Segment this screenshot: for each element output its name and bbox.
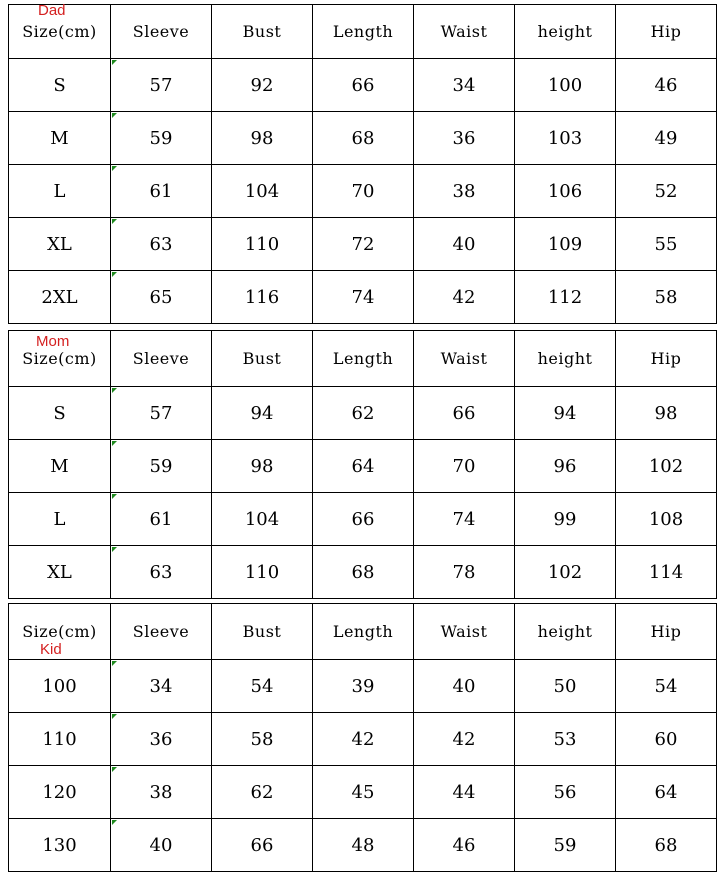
measurement-cell: 102 bbox=[515, 546, 616, 599]
size-label-cell: XL bbox=[9, 218, 111, 271]
measurement-cell: 60 bbox=[616, 713, 717, 766]
dad-title: Dad bbox=[38, 2, 66, 19]
header-cell: height bbox=[515, 604, 616, 660]
measurement-cell: 57 bbox=[111, 387, 212, 440]
measurement-cell: 52 bbox=[616, 165, 717, 218]
header-cell: Sleeve bbox=[111, 604, 212, 660]
header-cell: Size(cm) bbox=[9, 331, 111, 387]
measurement-cell: 62 bbox=[212, 766, 313, 819]
measurement-cell: 92 bbox=[212, 59, 313, 112]
measurement-cell: 74 bbox=[313, 271, 414, 324]
measurement-cell: 110 bbox=[212, 218, 313, 271]
measurement-cell: 34 bbox=[111, 660, 212, 713]
measurement-cell: 38 bbox=[414, 165, 515, 218]
measurement-cell: 59 bbox=[515, 819, 616, 872]
size-label-cell: 130 bbox=[9, 819, 111, 872]
header-cell: Hip bbox=[616, 5, 717, 59]
measurement-cell: 66 bbox=[212, 819, 313, 872]
measurement-cell: 63 bbox=[111, 546, 212, 599]
measurement-cell: 68 bbox=[616, 819, 717, 872]
measurement-cell: 64 bbox=[313, 440, 414, 493]
measurement-cell: 70 bbox=[313, 165, 414, 218]
header-cell: Sleeve bbox=[111, 5, 212, 59]
header-cell: Length bbox=[313, 604, 414, 660]
table-header-row bbox=[9, 5, 717, 59]
measurement-cell: 108 bbox=[616, 493, 717, 546]
measurement-cell: 94 bbox=[515, 387, 616, 440]
measurement-cell: 74 bbox=[414, 493, 515, 546]
measurement-cell: 78 bbox=[414, 546, 515, 599]
header-cell: height bbox=[515, 331, 616, 387]
measurement-cell: 104 bbox=[212, 165, 313, 218]
measurement-cell: 42 bbox=[414, 713, 515, 766]
header-cell: Bust bbox=[212, 604, 313, 660]
measurement-cell: 98 bbox=[212, 112, 313, 165]
measurement-cell: 59 bbox=[111, 440, 212, 493]
measurement-cell: 109 bbox=[515, 218, 616, 271]
measurement-cell: 42 bbox=[313, 713, 414, 766]
measurement-cell: 102 bbox=[616, 440, 717, 493]
size-label-cell: 120 bbox=[9, 766, 111, 819]
measurement-cell: 70 bbox=[414, 440, 515, 493]
measurement-cell: 72 bbox=[313, 218, 414, 271]
measurement-cell: 114 bbox=[616, 546, 717, 599]
measurement-cell: 66 bbox=[313, 59, 414, 112]
measurement-cell: 46 bbox=[414, 819, 515, 872]
measurement-cell: 45 bbox=[313, 766, 414, 819]
kid-title: Kid bbox=[40, 641, 62, 658]
table-row bbox=[9, 766, 717, 819]
header-cell: Hip bbox=[616, 331, 717, 387]
measurement-cell: 58 bbox=[212, 713, 313, 766]
measurement-cell: 96 bbox=[515, 440, 616, 493]
measurement-cell: 99 bbox=[515, 493, 616, 546]
header-cell: Bust bbox=[212, 331, 313, 387]
measurement-cell: 40 bbox=[414, 218, 515, 271]
table-row bbox=[9, 271, 717, 324]
header-cell: Size(cm) bbox=[9, 5, 111, 59]
table-row bbox=[9, 440, 717, 493]
table-row bbox=[9, 493, 717, 546]
table-row bbox=[9, 165, 717, 218]
size-label-cell: M bbox=[9, 440, 111, 493]
measurement-cell: 40 bbox=[111, 819, 212, 872]
measurement-cell: 44 bbox=[414, 766, 515, 819]
dad-size-table bbox=[8, 4, 717, 324]
header-cell: Length bbox=[313, 331, 414, 387]
kid-size-table bbox=[8, 603, 717, 872]
measurement-cell: 66 bbox=[313, 493, 414, 546]
size-label-cell: 100 bbox=[9, 660, 111, 713]
measurement-cell: 61 bbox=[111, 493, 212, 546]
header-cell: height bbox=[515, 5, 616, 59]
measurement-cell: 98 bbox=[212, 440, 313, 493]
kid-size-block bbox=[0, 603, 724, 872]
measurement-cell: 110 bbox=[212, 546, 313, 599]
table-row bbox=[9, 713, 717, 766]
header-cell: Waist bbox=[414, 604, 515, 660]
measurement-cell: 112 bbox=[515, 271, 616, 324]
table-row bbox=[9, 218, 717, 271]
measurement-cell: 36 bbox=[414, 112, 515, 165]
header-cell: Size(cm) bbox=[9, 604, 111, 660]
header-cell: Waist bbox=[414, 331, 515, 387]
table-row bbox=[9, 819, 717, 872]
measurement-cell: 56 bbox=[515, 766, 616, 819]
measurement-cell: 54 bbox=[212, 660, 313, 713]
measurement-cell: 49 bbox=[616, 112, 717, 165]
measurement-cell: 58 bbox=[616, 271, 717, 324]
measurement-cell: 100 bbox=[515, 59, 616, 112]
measurement-cell: 66 bbox=[414, 387, 515, 440]
measurement-cell: 39 bbox=[313, 660, 414, 713]
header-cell: Bust bbox=[212, 5, 313, 59]
size-label-cell: S bbox=[9, 59, 111, 112]
measurement-cell: 98 bbox=[616, 387, 717, 440]
header-cell: Waist bbox=[414, 5, 515, 59]
measurement-cell: 38 bbox=[111, 766, 212, 819]
size-label-cell: S bbox=[9, 387, 111, 440]
mom-title: Mom bbox=[36, 333, 70, 350]
measurement-cell: 104 bbox=[212, 493, 313, 546]
table-row bbox=[9, 387, 717, 440]
measurement-cell: 61 bbox=[111, 165, 212, 218]
measurement-cell: 62 bbox=[313, 387, 414, 440]
measurement-cell: 116 bbox=[212, 271, 313, 324]
measurement-cell: 42 bbox=[414, 271, 515, 324]
measurement-cell: 68 bbox=[313, 546, 414, 599]
mom-size-block bbox=[0, 330, 724, 599]
table-row bbox=[9, 112, 717, 165]
size-label-cell: L bbox=[9, 165, 111, 218]
measurement-cell: 63 bbox=[111, 218, 212, 271]
measurement-cell: 64 bbox=[616, 766, 717, 819]
measurement-cell: 55 bbox=[616, 218, 717, 271]
size-label-cell: M bbox=[9, 112, 111, 165]
measurement-cell: 34 bbox=[414, 59, 515, 112]
table-row bbox=[9, 59, 717, 112]
mom-size-table bbox=[8, 330, 717, 599]
measurement-cell: 48 bbox=[313, 819, 414, 872]
measurement-cell: 36 bbox=[111, 713, 212, 766]
measurement-cell: 65 bbox=[111, 271, 212, 324]
measurement-cell: 57 bbox=[111, 59, 212, 112]
table-row bbox=[9, 660, 717, 713]
size-label-cell: L bbox=[9, 493, 111, 546]
header-cell: Length bbox=[313, 5, 414, 59]
header-cell: Sleeve bbox=[111, 331, 212, 387]
table-header-row bbox=[9, 604, 717, 660]
table-row bbox=[9, 546, 717, 599]
measurement-cell: 50 bbox=[515, 660, 616, 713]
measurement-cell: 94 bbox=[212, 387, 313, 440]
measurement-cell: 53 bbox=[515, 713, 616, 766]
measurement-cell: 106 bbox=[515, 165, 616, 218]
size-label-cell: 2XL bbox=[9, 271, 111, 324]
header-cell: Hip bbox=[616, 604, 717, 660]
measurement-cell: 46 bbox=[616, 59, 717, 112]
measurement-cell: 40 bbox=[414, 660, 515, 713]
size-label-cell: XL bbox=[9, 546, 111, 599]
dad-size-block bbox=[0, 4, 724, 324]
size-label-cell: 110 bbox=[9, 713, 111, 766]
table-header-row bbox=[9, 331, 717, 387]
measurement-cell: 68 bbox=[313, 112, 414, 165]
measurement-cell: 59 bbox=[111, 112, 212, 165]
measurement-cell: 103 bbox=[515, 112, 616, 165]
measurement-cell: 54 bbox=[616, 660, 717, 713]
